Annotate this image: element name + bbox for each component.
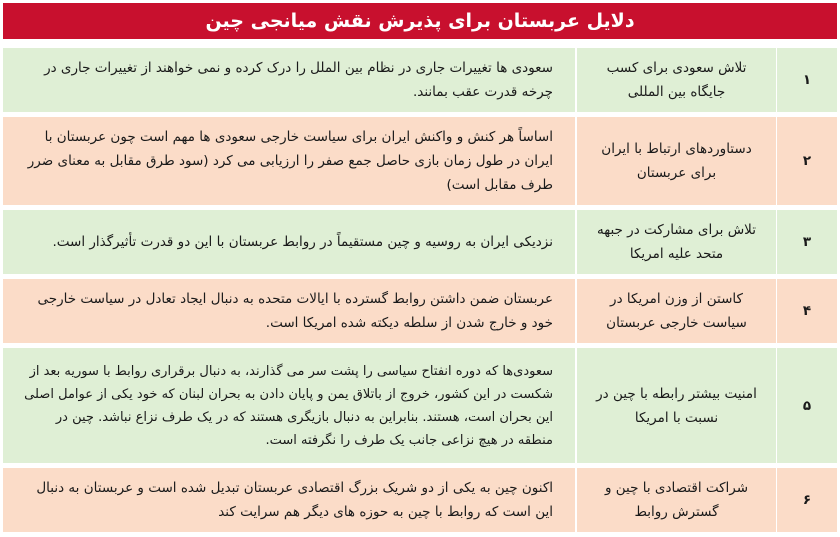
row-topic: شراکت اقتصادی با چین و گسترش روابط bbox=[577, 468, 777, 532]
row-number: ۳ bbox=[777, 210, 837, 274]
table-row bbox=[3, 279, 837, 343]
row-description: سعودی ها تغییرات جاری در نظام بین الملل را درک کرده و نمی خواهند از تغییرات جاری در چرخه قدرت عقب بمانند. bbox=[3, 48, 577, 112]
row-description: عربستان ضمن داشتن روابط گسترده با ایالات متحده به دنبال ایجاد تعادل در سیاست خارجی خود و خارج شدن از سلطه دیکته شده امریکا است. bbox=[3, 279, 577, 343]
row-topic: تلاش برای مشارکت در جبهه متحد علیه امریکا bbox=[577, 210, 777, 274]
row-description: اکنون چین به یکی از دو شریک بزرگ اقتصادی عربستان تبدیل شده است و عربستان به دنبال این است که روابط با چین به حوزه های دیگر هم سرایت کند bbox=[3, 468, 577, 532]
table-row bbox=[3, 468, 837, 532]
row-number: ۶ bbox=[777, 468, 837, 532]
row-description: سعودی‌ها که دوره انفتاح سیاسی را پشت سر می گذارند، به دنبال برقراری روابط با سوریه بعد از شکست در این کشور، خروج از باتلاق یمن و پایان دادن به بحران لبنان که خود یکی از عوامل اصلی این بحران است، هستند. بنابراین به دنبال بازیگری هستند که در یک طرف نزاع نباشد. چین در منطقه در هیچ نزاعی جانب یک طرف را نگرفته است. bbox=[3, 348, 577, 463]
row-topic: تلاش سعودی برای کسب جایگاه بین المللی bbox=[577, 48, 777, 112]
row-number: ۱ bbox=[777, 48, 837, 112]
row-number: ۲ bbox=[777, 117, 837, 205]
row-topic: کاستن از وزن امریکا در سیاست خارجی عربستان bbox=[577, 279, 777, 343]
table-row bbox=[3, 48, 837, 112]
row-number: ۵ bbox=[777, 348, 837, 463]
table-row bbox=[3, 117, 837, 205]
table-row bbox=[3, 210, 837, 274]
row-number: ۴ bbox=[777, 279, 837, 343]
row-description: اساساً هر کنش و واکنش ایران برای سیاست خارجی سعودی ها مهم است چون عربستان با ایران در طول زمان بازی حاصل جمع صفر را ارزیابی می کرد (سود طرق مقابل به معنای ضرر طرف مقابل است) bbox=[3, 117, 577, 205]
table-row bbox=[3, 348, 837, 463]
row-topic: دستاوردهای ارتباط با ایران برای عربستان bbox=[577, 117, 777, 205]
reasons-table bbox=[3, 43, 837, 537]
row-topic: امنیت بیشتر رابطه با چین در نسبت با امریکا bbox=[577, 348, 777, 463]
row-description: نزدیکی ایران به روسیه و چین مستقیماً در روابط عربستان با این دو قدرت تأثیرگذار است. bbox=[3, 210, 577, 274]
page-title: دلایل عربستان برای پذیرش نقش میانجی چین bbox=[3, 3, 837, 39]
